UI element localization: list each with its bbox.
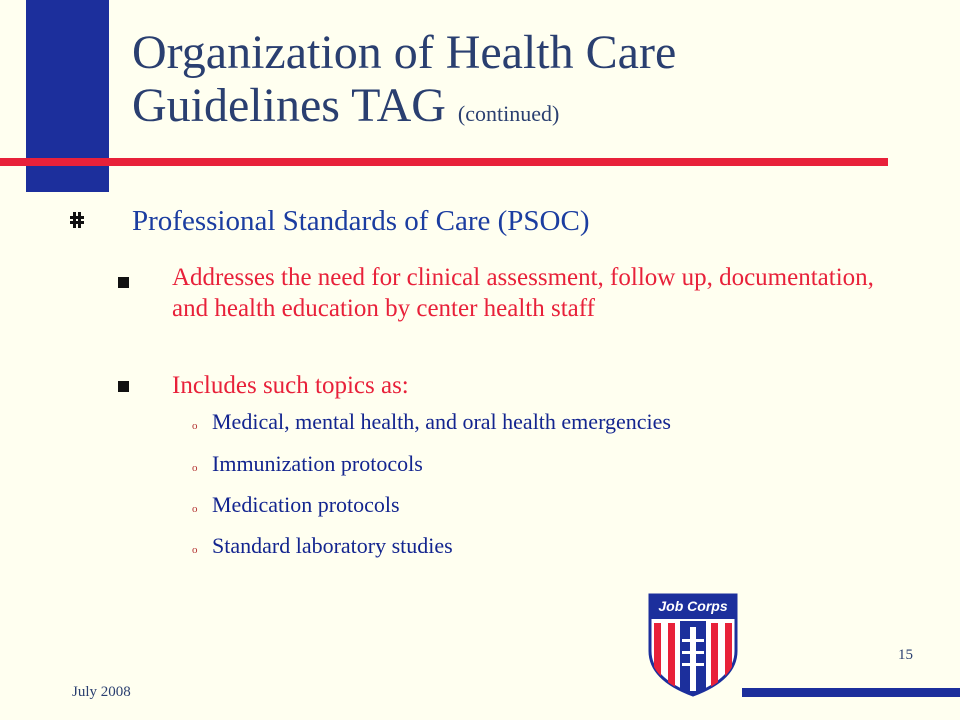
topic-item: Medical, mental health, and oral health emergencies (212, 409, 671, 434)
topic-item: Immunization protocols (212, 451, 423, 476)
footer-blue-bar (742, 688, 960, 697)
title-line-1: Organization of Health Care (132, 26, 677, 79)
main-bullet-text: Professional Standards of Care (PSOC) (132, 205, 590, 237)
title-suffix: (continued) (457, 101, 560, 126)
square-bullet-icon (118, 381, 129, 392)
circle-bullet-icon: o (192, 420, 198, 432)
slide-date: July 2008 (72, 684, 131, 700)
topic-item: Medication protocols (212, 492, 400, 517)
circle-bullet-icon: o (192, 544, 198, 556)
sub-bullet-text: Includes such topics as: (172, 372, 409, 399)
title-line-2: Guidelines TAG (132, 79, 446, 132)
circle-bullet-icon: o (192, 462, 198, 474)
circle-bullet-icon: o (192, 503, 198, 515)
red-title-rule (0, 158, 888, 166)
page-number: 15 (898, 647, 913, 663)
slide-title (132, 26, 912, 140)
job-corps-logo (646, 591, 740, 697)
hash-bullet-icon (67, 210, 87, 230)
topic-item: Standard laboratory studies (212, 533, 453, 558)
logo-text: Job Corps (658, 598, 728, 614)
square-bullet-icon (118, 277, 129, 288)
sub-bullet-text: Addresses the need for clinical assessment, follow up, documentation, and health education by center health staff (172, 264, 874, 322)
